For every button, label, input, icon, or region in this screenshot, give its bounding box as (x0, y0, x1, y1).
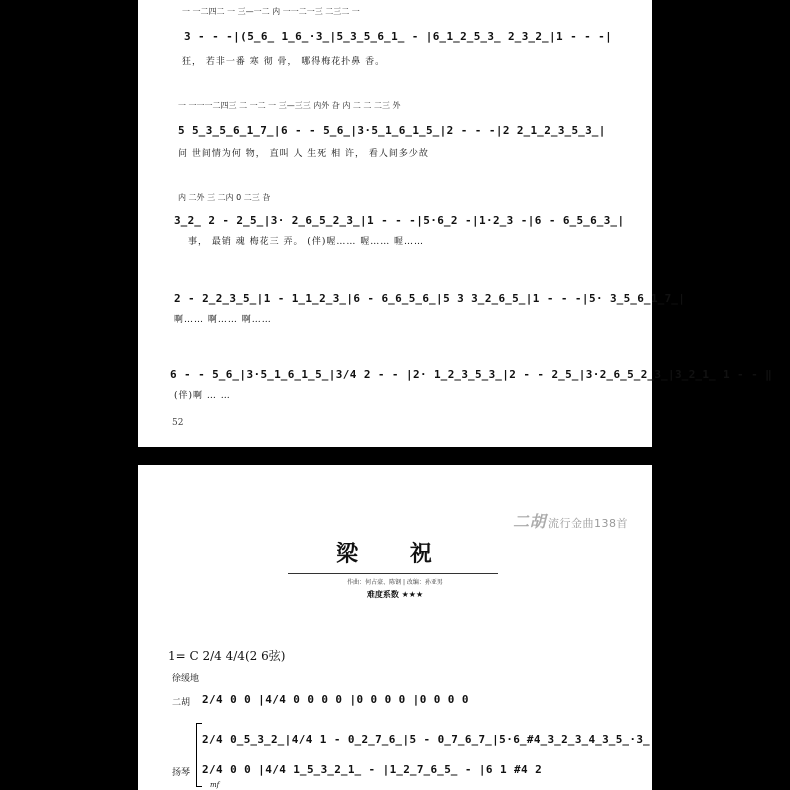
dynamic-marking: mf (210, 781, 220, 789)
fingering-marks: 一 一一一二四三 二 一二 一 三—三三 内外 旮 内 二 二 二三 外 (178, 101, 401, 110)
song-page-bottom (138, 465, 652, 790)
lyrics-line: 问 世间情为何 物， 直叫 人 生死 相 许， 看人间多少故 (178, 149, 429, 159)
erhu-logo: 二胡 (512, 512, 546, 531)
book-title: 流行金曲138首 (548, 517, 628, 530)
song-page-top (138, 0, 773, 447)
notation-line: 5 5̲3̲5̲6̲1̲7̲|6 - - 5̲6̲|3·5̲1̲6̲1̲5̲|2 - - -|2 2̲1̲2̲3̲5̲3̲| (178, 124, 606, 137)
difficulty-rating: 难度系数 ★★★ (366, 590, 424, 599)
notation-line: 2 - 2̲2̲3̲5̲|1 - 1̲1̲2̲3̲|6 - 6̲6̲5̲6̲|5 3 3̲2̲6̲5̲|1 - - -|5· 3̲5̲6̲1̲7̲| (174, 292, 686, 305)
book-brand (513, 509, 628, 532)
lyrics-line: 啊…… 啊…… 啊…… (174, 315, 272, 325)
lyrics-line: (伴)啊 … … (174, 391, 231, 401)
fingering-marks: 一 一二四二 一 三—一二 内 一一二一三 二三二 一 (182, 7, 360, 16)
instrument-label-yangqin: 扬琴 (172, 768, 191, 778)
song-credits: 作曲：何占豪、陈钢 | 改编：孙亚男 (347, 579, 443, 586)
erhu-staff: 2/4 0 0 |4/4 0 0 0 0 |0 0 0 0 |0 0 0 0 (202, 693, 469, 706)
lyrics-line: 事， 最销 魂 梅花三 弄。 (伴)喔…… 喔…… 喔…… (188, 237, 425, 247)
page-number: 52 (172, 418, 184, 428)
notation-line: 6 - - 5̲6̲|3·5̲1̲6̲1̲5̲|3/4 2 - - |2· 1̲2̲3̲5̲3̲|2 - - 2̲5̲|3·2̲6̲5̲2̲3̲|3̲2̲1̲ 1 - - ‖ (170, 368, 773, 381)
key-signature: 1= C 2/4 4/4(2 6弦) (168, 649, 286, 663)
lyrics-line: 狂， 若非一番 寒 彻 骨， 哪得梅花扑鼻 香。 (182, 57, 386, 67)
notation-line: 3 - - -|(5̲6̲ 1̲6̲·3̲|5̲3̲5̲6̲1̲ - |6̲1̲2̲5̲3̲ 2̲3̲2̲|1 - - -| (184, 30, 613, 43)
song-title: 梁 祝 (336, 541, 454, 567)
yangqin-staff-upper: 2/4 0̲5̲3̲2̲|4/4 1 - 0̲2̲7̲6̲|5 - 0̲7̲6̲7̲|5·6̲#4̲3̲2̲3̲4̲3̲5̲·3̲ (202, 733, 651, 746)
instrument-label-erhu: 二胡 (172, 698, 191, 708)
tempo-marking: 徐缓地 (172, 674, 200, 684)
yangqin-staff-lower: 2/4 0 0 |4/4 1̲5̲3̲2̲1̲ - |1̲2̲7̲6̲5̲ - |6 1 #4 2 (202, 763, 543, 776)
notation-line: 3̲2̲ 2 - 2̲5̲|3· 2̲6̲5̲2̲3̲|1 - - -|5·6̲2 -|1·2̲3 -|6 - 6̲5̲6̲3̲| (174, 214, 625, 227)
title-divider (288, 573, 498, 574)
fingering-marks: 内 二外 三 二内 0 二三 旮 (178, 193, 271, 202)
